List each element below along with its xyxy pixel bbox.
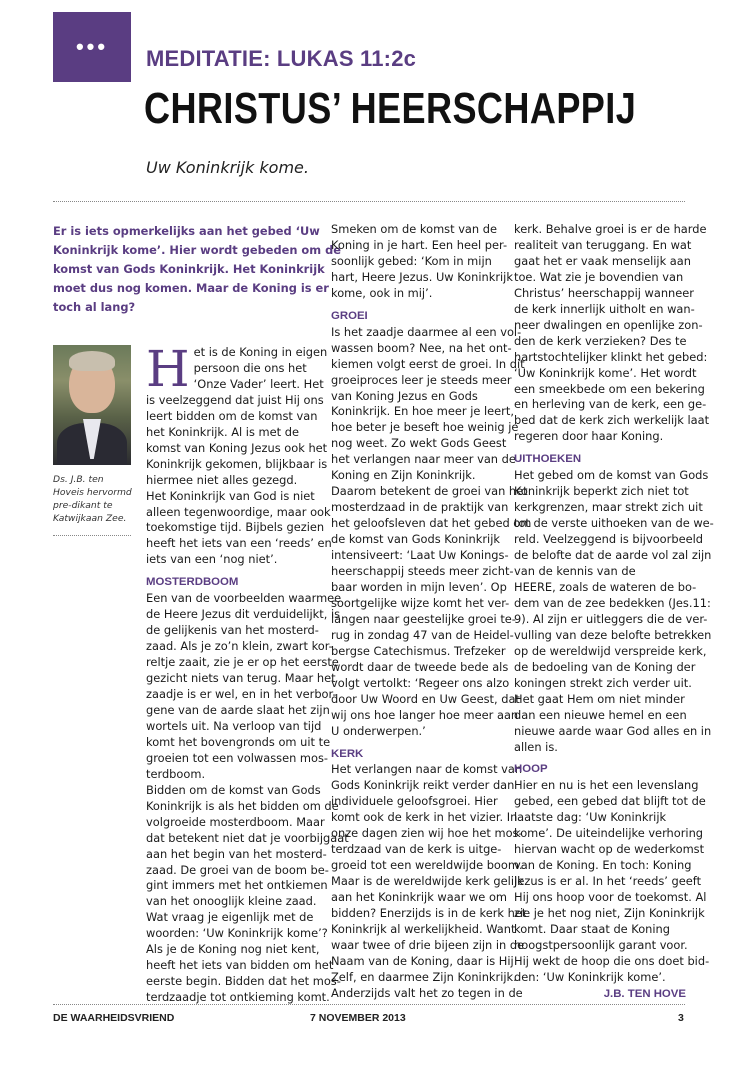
text-line: dat betekent niet dat je voorbijgaat: [146, 830, 349, 845]
text-line: waar twee of drie bijeen zijn in de: [331, 937, 525, 952]
text-line: gezicht niets van terug. Maar het: [146, 671, 336, 686]
text-line: gebed, een gebed dat blijft tot de: [514, 794, 706, 809]
text-line: wij ons hoe langer hoe meer aan: [331, 707, 519, 722]
text-line: Een van de voorbeelden waarmee: [146, 591, 342, 606]
text-line: Koning en Zijn Koninkrijk.: [331, 468, 476, 483]
photo-caption: [53, 473, 133, 525]
text-line: Koning in je hart. Een heel per-: [331, 237, 508, 252]
text-line: Hij ons hoop voor de toekomst. Al: [514, 890, 707, 905]
text-line: Daarom betekent de groei van het: [331, 484, 528, 499]
text-line: gint immers met het ontkiemen: [146, 878, 328, 893]
text-line: kome, ook in mij’.: [331, 285, 433, 300]
text-line: individuele geloofsgroei. Hier: [331, 794, 498, 809]
text-line: hoogstpersoonlijk garant voor.: [514, 937, 688, 952]
text-line: zaadje is er wel, en in het verbor-: [146, 687, 337, 702]
text-line: terdboom.: [146, 766, 206, 781]
text-line: Koninkrijk. En hoe meer je leert,: [331, 404, 514, 419]
text-line: Koninkrijk is als het bidden om de: [146, 798, 339, 813]
text-line: U onderwerpen.’: [331, 723, 426, 738]
text-line: alleen tegenwoordige, maar ook: [146, 504, 331, 519]
text-line: Als je de Koning nog niet kent,: [146, 942, 320, 957]
page-title: CHRISTUS’ HEERSCHAPPIJ: [144, 84, 637, 133]
text-line: iets van een ‘nog niet’.: [146, 552, 278, 567]
text-line: moet dus nog komen. Maar de Koning is er: [53, 281, 329, 295]
text-line: volgroeide mosterdboom. Maar: [146, 814, 325, 829]
text-line: van Koning Jezus en Gods: [331, 388, 478, 403]
text-line: Hij wekt de hoop die ons doet bid-: [514, 953, 710, 968]
text-line: heeft het iets van bidden om het: [146, 958, 334, 973]
paragraph: [331, 324, 532, 740]
text-line: den: ‘Uw Koninkrijk kome’.: [514, 969, 666, 984]
paragraph: [514, 222, 710, 445]
text-line: Wat vraag je eigenlijk met de: [146, 910, 314, 925]
text-line: van het onooglijk kleine zaad.: [146, 894, 317, 909]
text-line: hiervan wacht op de wederkomst: [514, 842, 705, 857]
text-line: Het gebed om de komst van Gods: [514, 468, 709, 483]
text-line: HEERE, zoals de wateren de bo-: [514, 579, 697, 594]
text-line: Koninkrijk al werkelijkheid. Want: [331, 921, 516, 936]
heading-groei: GROEI: [331, 309, 368, 322]
text-line: wordt daar de tweede bede als: [331, 659, 509, 674]
text-line: zie je het nog niet, Zijn Koninkrijk: [514, 906, 705, 921]
text-line: van de Koning. En toch: Koning: [514, 858, 692, 873]
text-line: Christus’ heerschappij wanneer: [514, 285, 694, 300]
text-line: het Koninkrijk. Al is met de: [146, 424, 299, 439]
text-line: de gelijkenis van het mosterd-: [146, 623, 319, 638]
text-line: hiermee niet alles gezegd.: [146, 472, 298, 487]
drop-cap: H: [146, 340, 190, 398]
text-line: rug in zondag 47 van de Heidel-: [331, 627, 514, 642]
top-divider: [53, 201, 685, 202]
text-line: een smeekbede om een bekering: [514, 381, 705, 396]
text-line: Het Koninkrijk van God is niet: [146, 488, 315, 503]
text-line: dikant te Katwijk: [53, 500, 113, 524]
text-line: tot de verste uithoeken van de we-: [514, 516, 714, 531]
text-line: de Heere Jezus dit verduidelijkt, is: [146, 607, 341, 622]
photo-hair: [69, 351, 115, 371]
paragraph: [146, 392, 332, 568]
text-line: het verlangen naar meer van de: [331, 452, 516, 467]
text-line: groeid tot een wereldwijde boom.: [331, 858, 523, 873]
text-line: Koninkrijk kome’. Hier wordt gebeden om de: [53, 243, 341, 257]
text-line: terdzaadje tot ontkieming komt.: [146, 990, 330, 1005]
text-line: toch al lang?: [53, 300, 136, 314]
text-line: aan Zee.: [85, 513, 127, 524]
text-line: de belofte dat de aarde vol zal zijn: [514, 548, 712, 563]
text-line: allen is.: [514, 739, 558, 754]
text-line: aan het begin van het mosterd-: [146, 846, 327, 861]
text-line: mosterdzaad in de praktijk van: [331, 500, 509, 515]
heading-hoop: HOOP: [514, 763, 548, 776]
text-line: den de kerk verzieken? Des te: [514, 333, 687, 348]
bottom-divider: [53, 1004, 685, 1005]
text-line: bergse Catechismus. Trefzeker: [331, 643, 506, 658]
text-line: soonlijk gebed: ‘Kom in mijn: [331, 253, 492, 268]
text-line: ‘Uw Koninkrijk kome’. Het wordt: [514, 365, 697, 380]
text-line: Smeken om de komst van de: [331, 222, 497, 236]
text-line: zaad. Als je zo’n klein, zwart kor-: [146, 639, 333, 654]
text-line: leert bidden om de komst van: [146, 408, 318, 423]
text-line: wassen boom? Nee, na het ont-: [331, 340, 512, 355]
caption-divider: [53, 535, 131, 536]
text-line: toe. Wat zie je bovendien van: [514, 269, 684, 284]
text-line: Maar is de wereldwijde kerk gelijk: [331, 874, 524, 889]
text-line: hart, Heere Jezus. Uw Koninkrijk: [331, 269, 513, 284]
text-line: de bedoeling van de Koning der: [514, 659, 696, 674]
text-line: komst van Gods Koninkrijk. Het Koninkrijk: [53, 262, 325, 276]
text-line: gaat het er vaak menselijk aan: [514, 253, 691, 268]
text-line: nog weet. Zo wekt Gods Geest: [331, 436, 507, 451]
text-line: baar worden in mijn leven’. Op: [331, 579, 507, 594]
footer-publication: DE WAARHEIDSVRIEND: [53, 1012, 175, 1024]
text-line: Ds. J.B. ten Hove: [53, 474, 104, 498]
text-line: van de kennis van de: [514, 564, 636, 579]
text-line: Hier en nu is het een levenslang: [514, 778, 699, 793]
text-line: komt ook de kerk in het vizier. In: [331, 810, 518, 825]
heading-mosterdboom: MOSTERDBOOM: [146, 576, 239, 589]
text-line: heerschappij steeds meer zicht-: [331, 564, 514, 579]
text-line: door Uw Woord en Uw Geest, dat: [331, 691, 520, 706]
section-badge: •••: [53, 12, 131, 82]
text-line: Jezus is er al. In het ‘reeds’ geeft: [514, 874, 702, 889]
paragraph: [331, 762, 527, 1001]
text-line: op de wereldwijd verspreide kerk,: [514, 643, 707, 658]
text-line: kerkgrenzen, maar strekt zich uit: [514, 500, 703, 515]
paragraph: [514, 468, 714, 755]
heading-kerk: KERK: [331, 747, 364, 760]
text-line: Er is iets opmerkelijks aan het gebed ‘Uw: [53, 224, 320, 238]
text-line: woorden: ‘Uw Koninkrijk kome’?: [146, 926, 328, 941]
text-line: laatste dag: ‘Uw Koninkrijk: [514, 810, 667, 825]
text-line: onze dagen zien wij hoe het mos-: [331, 826, 523, 841]
text-line: groeien tot een volwassen mos-: [146, 750, 329, 765]
author-signature: J.B. TEN HOVE: [603, 987, 686, 1000]
text-line: de komst van Gods Koninkrijk: [331, 532, 500, 547]
text-line: groeiproces leer je steeds meer: [331, 372, 512, 387]
text-line: reltje zaait, zie je er op het eerste: [146, 655, 339, 670]
text-line: de kerk innerlijk uitholt en wan-: [514, 301, 695, 316]
text-line: Het verlangen naar de komst van: [331, 762, 523, 777]
text-line: intensiveert: ‘Laat Uw Konings-: [331, 548, 509, 563]
text-line: Koninkrijk beperkt zich niet tot: [514, 484, 689, 499]
paragraph: [514, 778, 710, 985]
text-line: realiteit van teruggang. En wat: [514, 237, 692, 252]
text-line: 9). Al zijn er uitleggers die de ver-: [514, 611, 708, 626]
text-line: zaad. De groei van de boom be-: [146, 862, 329, 877]
intro-text: [53, 222, 341, 317]
text-line: reld. Veelzeggend is bijvoorbeeld: [514, 532, 703, 547]
text-line: soortgelijke wijze komt het ver-: [331, 595, 510, 610]
paragraph: [331, 222, 513, 302]
kicker: MEDITATIE: LUKAS 11:2c: [146, 46, 417, 71]
text-line: et is de Koning in eigen: [193, 345, 328, 359]
text-line: Gods Koninkrijk reikt verder dan: [331, 778, 515, 793]
text-line: komt. Daar staat de Koning: [514, 921, 671, 936]
page-number: 3: [678, 1012, 684, 1024]
text-line: langen naar geestelijke groei te-: [331, 611, 516, 626]
text-line: wortels uit. Na verloop van tijd: [146, 718, 322, 733]
text-line: bed dat de kerk zich werkelijk laat: [514, 413, 710, 428]
text-line: Naam van de Koning, daar is Hij: [331, 953, 514, 968]
text-line: aan het Koninkrijk waar we om: [331, 890, 508, 905]
text-line: heeft het iets van een ‘reeds’ en: [146, 536, 332, 551]
text-line: terdzaad van de kerk is uitge-: [331, 842, 502, 857]
text-line: Is het zaadje daarmee al een vol-: [331, 324, 522, 339]
text-line: Koninkrijk gekomen, blijkbaar is: [146, 456, 328, 471]
text-line: vulling van deze belofte betrekken: [514, 627, 712, 642]
text-line: koningen strekt zich verder uit.: [514, 675, 692, 690]
text-line: is veelzeggend dat juist Hij ons: [146, 392, 324, 407]
text-line: ‘Onze Vader’ leert. Het: [193, 376, 324, 391]
text-line: regeren door haar Koning.: [514, 429, 664, 444]
text-line: komst van Koning Jezus ook het: [146, 440, 328, 455]
text-line: volgt vertolkt: ‘Regeer ons alzo: [331, 675, 510, 690]
text-line: Zelf, en daarmee Zijn Koninkrijk.: [331, 969, 517, 984]
text-line: het geloofsleven dat het gebed om: [331, 516, 532, 531]
intro: [53, 222, 341, 317]
text-line: Bidden om de komst van Gods: [146, 782, 321, 797]
text-line: persoon die ons het: [193, 360, 307, 375]
text-line: kome’. De uiteindelijke verhoring: [514, 826, 704, 841]
text-line: Anderzijds valt het zo tegen in de: [331, 985, 523, 1000]
text-line: dan een nieuwe hemel en een: [514, 707, 687, 722]
author-photo: [53, 345, 131, 465]
text-line: hartstochtelijker klinkt het gebed:: [514, 349, 708, 364]
text-line: en herleving van de kerk, een ge-: [514, 397, 707, 412]
text-line: kerk. Behalve groei is er de harde: [514, 222, 707, 236]
text-line: nieuwe aarde waar God alles en in: [514, 723, 712, 738]
text-line: komt het bovengronds om uit te: [146, 734, 331, 749]
text-line: hoe beter je beseft hoe weinig je: [331, 420, 519, 435]
footer-date: 7 NOVEMBER 2013: [310, 1012, 406, 1024]
text-line: dem van de zee bedekken (Jes.11:: [514, 595, 711, 610]
text-line: eerste begin. Bidden dat het mos-: [146, 974, 341, 989]
text-line: gene van de aarde slaat het zijn: [146, 702, 330, 717]
text-line: toekomstige tijd. Bijbels gezien: [146, 520, 325, 535]
subtitle: Uw Koninkrijk kome.: [146, 158, 309, 177]
text-line: bidden? Enerzijds is in de kerk het: [331, 906, 527, 921]
text-line: Het gaat Hem om niet minder: [514, 691, 685, 706]
text-line: neer dwalingen en openlijke zon-: [514, 317, 703, 332]
text-line: is hervormd pre-: [53, 487, 132, 511]
heading-uithoeken: UITHOEKEN: [514, 453, 582, 466]
text-line: kiemen volgt eerst de groei. In dit: [331, 356, 525, 371]
column-c: [514, 222, 714, 1003]
